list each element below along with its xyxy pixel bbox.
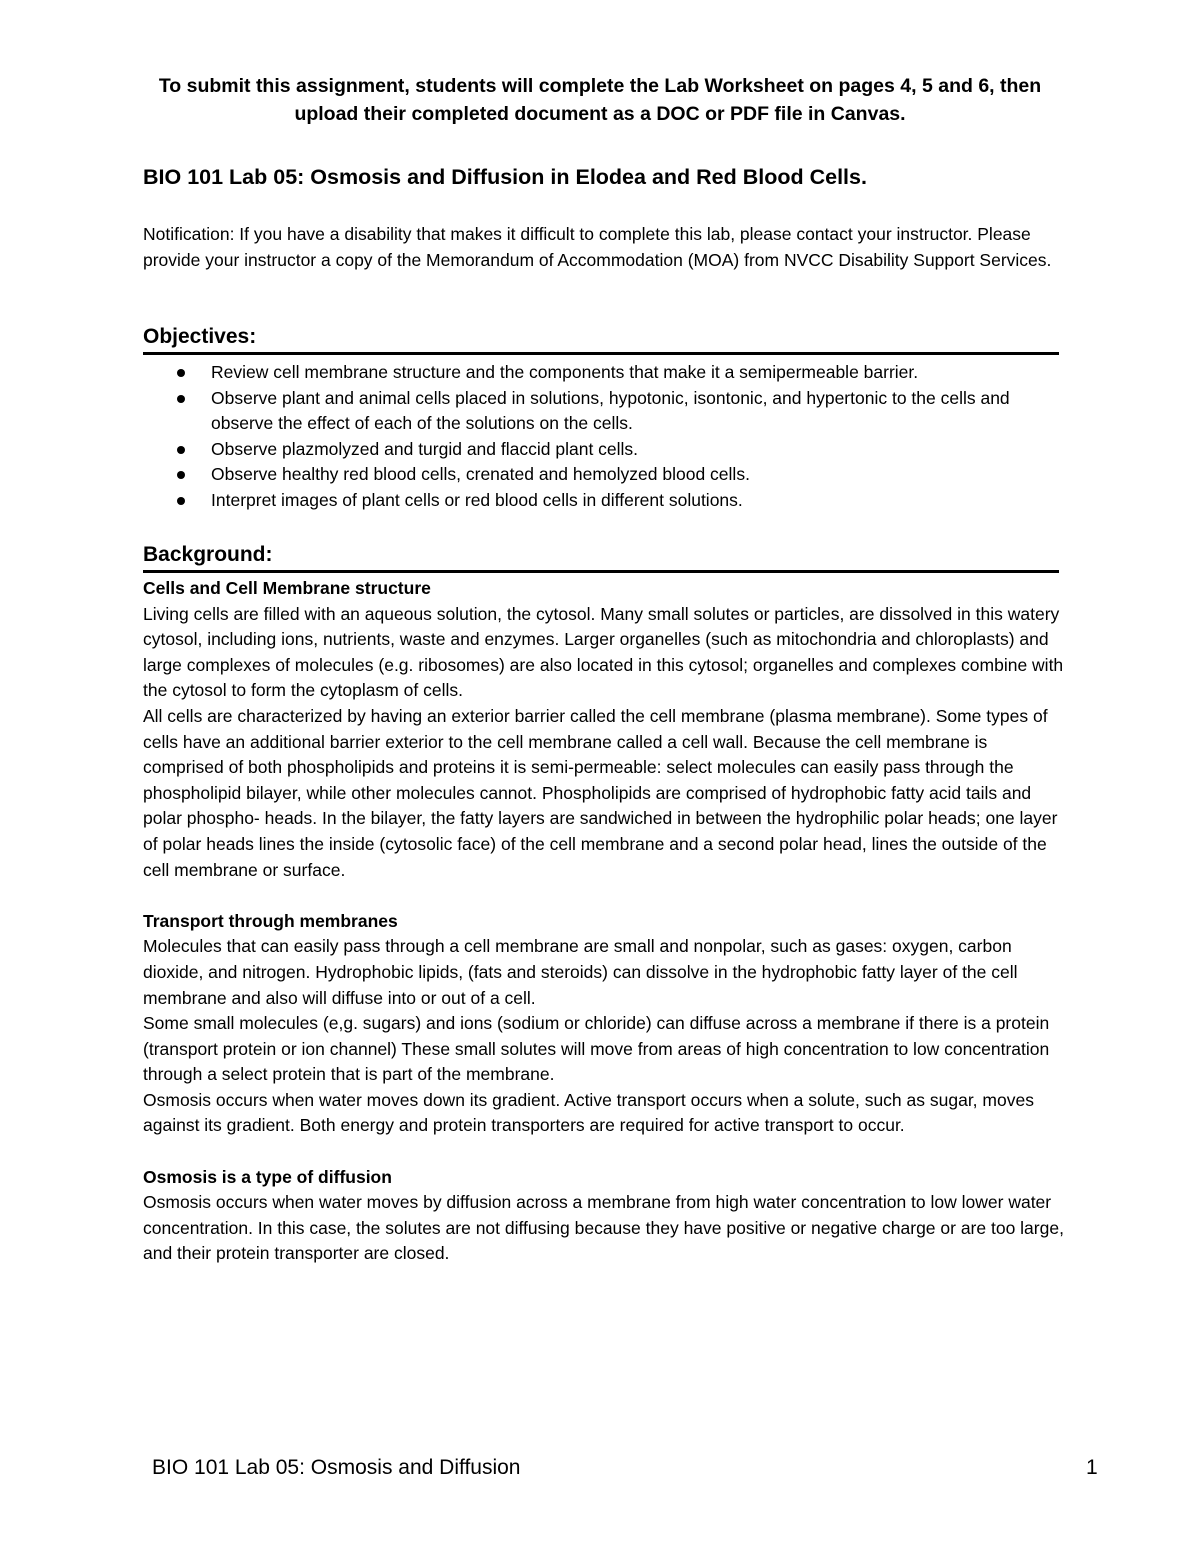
background-heading: Background: — [143, 543, 273, 566]
objective-text: Review cell membrane structure and the components that make it a semipermeable barrier. — [211, 362, 919, 382]
osmosis-paragraph: Osmosis occurs when water moves by diffusion across a membrane from high water concentration to low lower water concentration. In this case, the solutes are not diffusing because they have positive or negative charge or are too large, and their protein transporter are closed. — [143, 1192, 1064, 1264]
list-item — [143, 488, 1059, 514]
paragraph-spacer — [143, 1139, 1068, 1165]
bullet-icon — [177, 369, 185, 377]
background-rule — [143, 570, 1059, 573]
list-item — [143, 360, 1059, 386]
submission-instructions — [100, 72, 1100, 128]
transport-paragraph-3: Osmosis occurs when water moves down its gradient. Active transport occurs when a solute, such as sugar, moves against its gradient. Both energy and protein transporters are required for active transport to occur. — [143, 1089, 1034, 1136]
cell-membrane-paragraph-1: Living cells are filled with an aqueous solution, the cytosol. Many small solutes or particles, are dissolved in this watery cytosol, including ions, nutrients, waste and enzymes. Larger organelles (such as mitochondria and chloroplasts) and large complexes of molecules (e.g. ribosomes) are also located in this cytosol; organelles and complexes combine with the cytosol to form the cytoplasm of cells. — [143, 603, 1064, 701]
paragraph-spacer — [143, 883, 1068, 909]
objective-text: Interpret images of plant cells or red blood cells in different solutions. — [211, 489, 743, 510]
background-section — [143, 576, 1068, 1267]
osmosis-subheading: Osmosis is a type of diffusion — [143, 1166, 392, 1187]
footer-title: BIO 101 Lab 05: Osmosis and Diffusion — [152, 1456, 521, 1479]
bullet-icon — [177, 446, 185, 454]
bullet-icon — [177, 497, 185, 505]
objectives-heading: Objectives: — [143, 325, 257, 348]
submission-instructions-line-1: To submit this assignment, students will complete the Lab Worksheet on pages 4, 5 and 6, then — [158, 75, 1042, 97]
list-item — [143, 437, 1059, 463]
bullet-icon — [177, 395, 185, 403]
objective-text: Observe healthy red blood cells, crenated and hemolyzed blood cells. — [211, 464, 750, 485]
list-item — [143, 386, 1059, 437]
cell-membrane-paragraph-2: All cells are characterized by having an exterior barrier called the cell membrane (plasma membrane). Some types of cells have an additional barrier exterior to the cell membrane called a cell wall. Because the cell membrane is comprised of both phospholipids and proteins it is semi-permeable: select molecules can easily pass through the phospholipid bilayer, while other molecules cannot. Phospholipids are comprised of hydrophobic fatty acid tails and polar phospho- heads. In the bilayer, the fatty layers are sandwiched in between the hydrophilic polar heads; one layer of polar heads lines the inside (cytosolic face) of the cell membrane and a second polar head, lines the outside of the cell membrane or surface. — [143, 705, 1058, 880]
transport-subheading: Transport through membranes — [143, 910, 398, 931]
notification-paragraph: Notification: If you have a disability that makes it difficult to complete this lab, please contact your instructor. Please provide your instructor a copy of the Memorandum of Accommodation (MOA) from NVCC Disability Support Services. — [143, 224, 1052, 270]
bullet-icon — [177, 471, 185, 479]
list-item — [143, 462, 1059, 488]
transport-paragraph-1: Molecules that can easily pass through a cell membrane are small and nonpolar, such as gases: oxygen, carbon dioxide, and nitrogen. Hydrophobic lipids, (fats and steroids) can dissolve in the hydrophobic fatty layer of the cell membrane and also will diffuse into or out of a cell. — [143, 936, 1018, 1008]
page-number: 1 — [1086, 1456, 1098, 1479]
objective-text: Observe plant and animal cells placed in solutions, hypotonic, isontonic, and hypertonic to the cells and observe the effect of each of the solutions on the cells. — [211, 387, 1010, 434]
objective-text: Observe plazmolyzed and turgid and flaccid plant cells. — [211, 438, 639, 459]
submission-instructions-line-2: upload their completed document as a DOC or PDF file in Canvas. — [294, 103, 906, 125]
transport-paragraph-2: Some small molecules (e,g. sugars) and ions (sodium or chloride) can diffuse across a membrane if there is a protein (transport protein or ion channel) These small solutes will move from areas of high concentration to low concentration through a select protein that is part of the membrane. — [143, 1013, 1050, 1085]
lab-title: BIO 101 Lab 05: Osmosis and Diffusion in Elodea and Red Blood Cells. — [143, 165, 867, 189]
cell-membrane-subheading: Cells and Cell Membrane structure — [143, 578, 431, 598]
objectives-rule — [143, 352, 1059, 355]
objectives-list — [143, 360, 1059, 514]
